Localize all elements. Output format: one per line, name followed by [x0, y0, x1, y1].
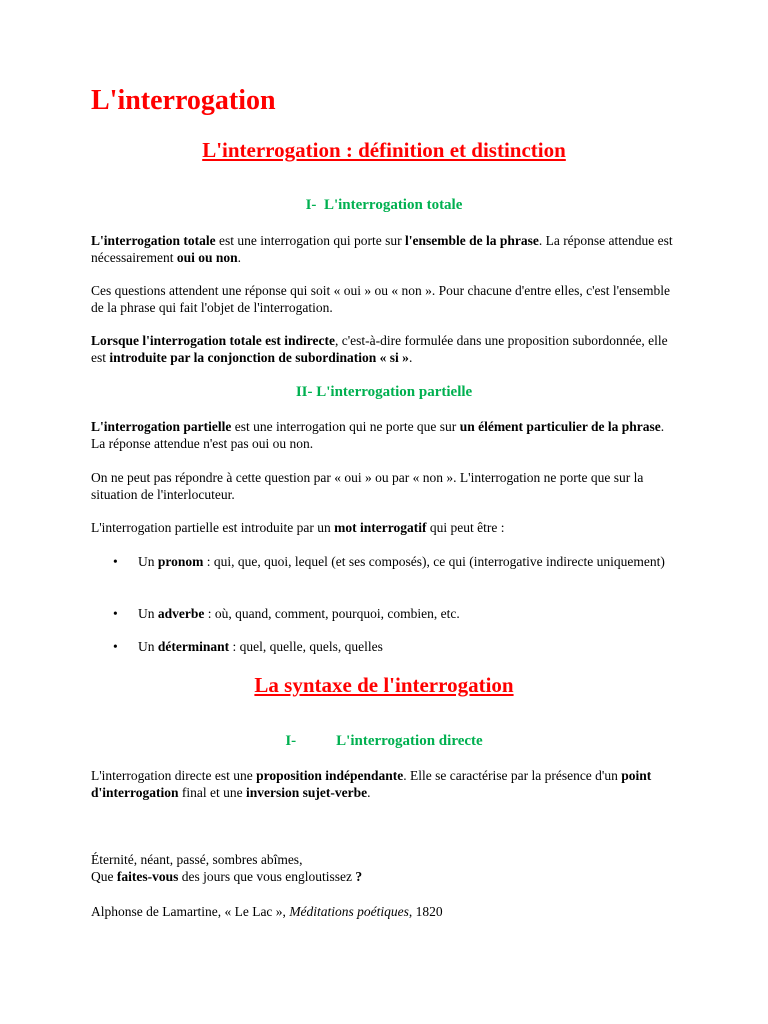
subheading-directe	[0, 732, 768, 750]
section-heading-syntaxe: La syntaxe de l'interrogation	[254, 673, 514, 697]
bold-term: point d'interrogation	[91, 768, 652, 800]
bullet-icon: •	[113, 606, 118, 621]
bold-term: pronom	[157, 554, 204, 569]
bold-term: ?	[355, 869, 363, 884]
text-run: Que	[91, 869, 117, 884]
text-run: est une interrogation qui ne porte que sur	[231, 419, 460, 434]
paragraph-partielle-definition	[91, 418, 681, 452]
subheading-number: I-	[305, 197, 317, 213]
bold-term: un élément particulier de la phrase	[459, 419, 661, 434]
text-run: Un	[138, 554, 158, 569]
subheading-number: II-	[295, 384, 313, 400]
text-run: .	[367, 785, 371, 800]
text-run: . La réponse attendue n'est pas oui ou non.	[91, 419, 665, 451]
text-run: .	[408, 350, 413, 365]
citation-title: Méditations poétiques	[289, 904, 409, 919]
paragraph-partielle-explanation: On ne peut pas répondre à cette question par « oui » ou par « non ». L'interrogation ne porte que sur la situation de l'interlocuteur.	[91, 470, 644, 502]
bold-term: L'interrogation totale	[91, 233, 216, 248]
bullet-icon: •	[113, 554, 118, 569]
bullet-icon: •	[113, 639, 118, 654]
text-run: , c'est-à-dire formulée dans une proposition subordonnée, elle est	[91, 333, 668, 365]
paragraph-total-indirect	[91, 332, 681, 366]
text-run: Un	[138, 639, 158, 654]
bold-term: Lorsque l'interrogation totale est indirecte	[91, 333, 335, 348]
paragraph-total-definition	[91, 232, 681, 266]
bold-term: inversion sujet-verbe	[245, 785, 368, 800]
subheading-label: L'interrogation directe	[336, 733, 483, 749]
text-run: qui peut être :	[426, 520, 505, 535]
text-run: : quel, quelle, quels, quelles	[229, 639, 383, 654]
bold-term: l'ensemble de la phrase	[404, 233, 539, 248]
text-run: final et une	[178, 785, 246, 800]
list-item-text	[138, 605, 678, 622]
paragraph-total-explanation: Ces questions attendent une réponse qui soit « oui » ou « non ». Pour chacune d'entre elles, c'est l'ensemble de la phrase qui fait l'objet de l'interrogation.	[91, 283, 671, 315]
bold-term: oui ou non	[176, 250, 238, 265]
text-run: , 1820	[408, 904, 443, 919]
subheading-number: I-	[285, 733, 297, 749]
subheading-label: L'interrogation partielle	[316, 384, 473, 400]
bold-term: L'interrogation partielle	[91, 419, 232, 434]
bold-term: adverbe	[157, 606, 205, 621]
text-run: est une interrogation qui porte sur	[215, 233, 405, 248]
bold-term: introduite par la conjonction de subordination « si »	[109, 350, 409, 365]
bold-term: mot interrogatif	[334, 520, 427, 535]
text-run: : qui, que, quoi, lequel (et ses composés), ce qui (interrogative indirecte uniquement)	[203, 554, 665, 569]
subheading-label: L'interrogation totale	[323, 197, 463, 213]
text-run: L'interrogation directe est une	[91, 768, 257, 783]
subheading-partielle	[0, 383, 768, 401]
text-run: L'interrogation partielle est introduite par un	[91, 520, 335, 535]
citation	[91, 903, 681, 920]
list-item-text	[138, 638, 678, 655]
text-run: . Elle se caractérise par la présence d'un	[403, 768, 622, 783]
page-title: L'interrogation	[91, 85, 276, 116]
quote-block	[91, 851, 681, 885]
text-run: Un	[138, 606, 158, 621]
paragraph-directe-definition	[91, 767, 681, 801]
text-run: : où, quand, comment, pourquoi, combien, etc.	[204, 606, 460, 621]
bold-term: proposition indépendante	[256, 768, 404, 783]
subheading-total	[0, 196, 768, 214]
bold-term: faites-vous	[116, 869, 179, 884]
quote-line: Éternité, néant, passé, sombres abîmes,	[91, 852, 303, 867]
text-run: des jours que vous engloutissez	[178, 869, 356, 884]
text-run: Alphonse de Lamartine, « Le Lac »,	[91, 904, 290, 919]
text-run: .	[237, 250, 242, 265]
section-heading-definition: L'interrogation : définition et distinction	[202, 138, 566, 162]
paragraph-partielle-intro	[91, 519, 681, 536]
text-run: . La réponse attendue est nécessairement	[91, 233, 673, 265]
bold-term: déterminant	[157, 639, 230, 654]
list-item-text	[138, 553, 678, 570]
